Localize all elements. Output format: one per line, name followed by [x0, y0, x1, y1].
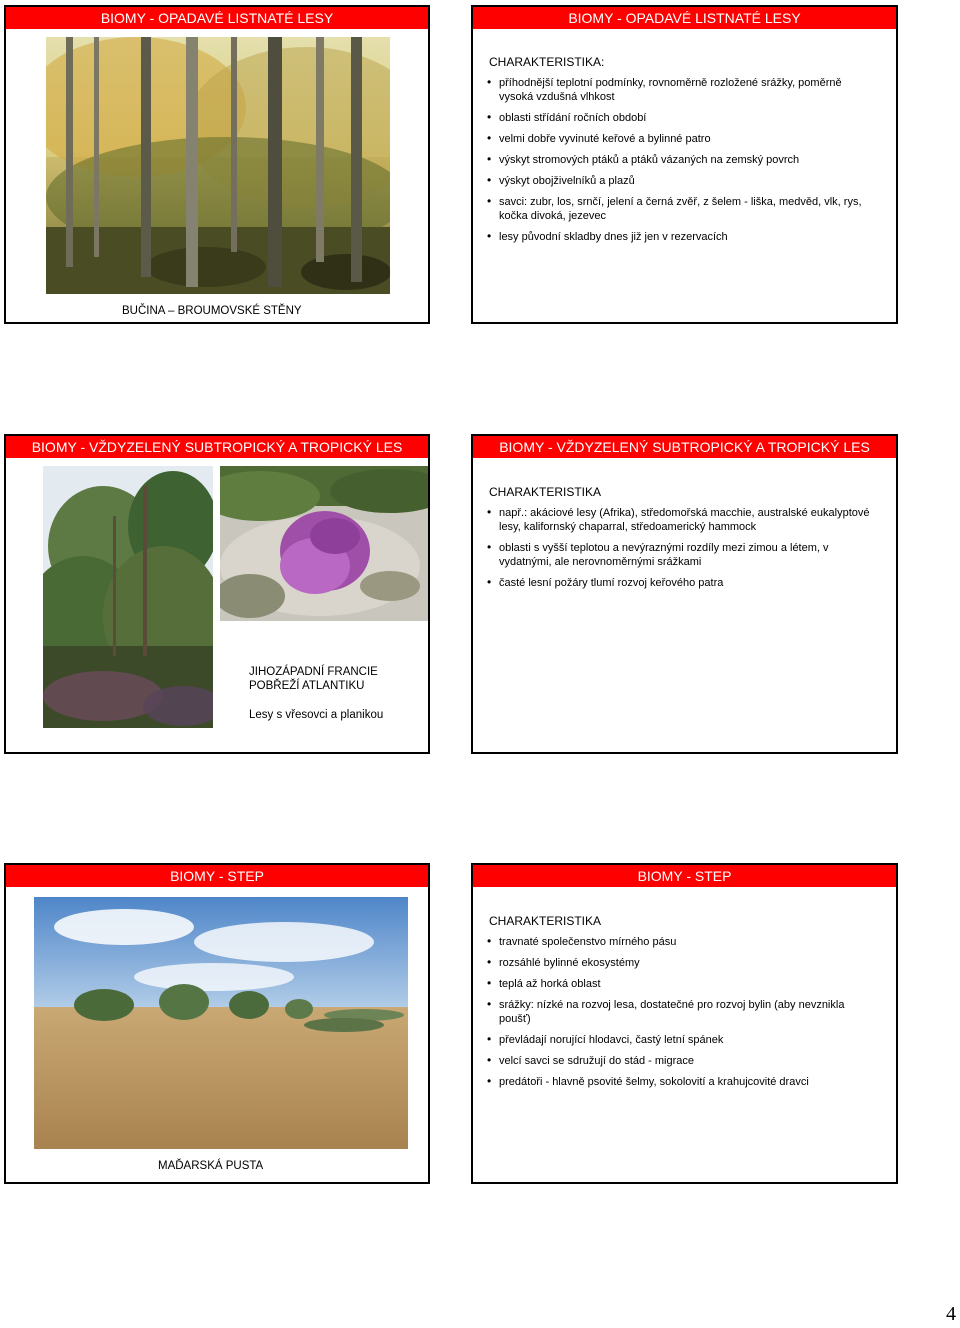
- slide-title: BIOMY - OPADAVÉ LISTNATÉ LESY: [6, 7, 428, 29]
- slide-3: [4, 434, 430, 754]
- characteristics-list: [487, 935, 876, 1096]
- characteristics-heading: CHARAKTERISTIKA:: [489, 55, 605, 69]
- characteristics-list: [487, 76, 876, 251]
- photo-caption-line-3: Lesy s vřesovci a planikou: [249, 709, 384, 721]
- list-item: • teplá až horká oblast: [487, 977, 876, 991]
- slide-title: BIOMY - VŽDYZELENÝ SUBTROPICKÝ A TROPICKÝ LES: [473, 436, 896, 458]
- list-item: • výskyt stromových ptáků a ptáků vázaných na zemský povrch: [487, 153, 876, 167]
- list-item: • časté lesní požáry tlumí rozvoj keřového patra: [487, 576, 876, 590]
- list-item: • velcí savci se sdružují do stád - migrace: [487, 1054, 876, 1068]
- steppe-photo: [34, 897, 408, 1149]
- list-item: • velmi dobře vyvinuté keřové a bylinné patro: [487, 132, 876, 146]
- list-item: • travnaté společenstvo mírného pásu: [487, 935, 876, 949]
- list-item: • rozsáhlé bylinné ekosystémy: [487, 956, 876, 970]
- photo-caption: MAĎARSKÁ PUSTA: [158, 1160, 264, 1172]
- page-number: 4: [946, 1303, 956, 1325]
- slide-title: BIOMY - STEP: [473, 865, 896, 887]
- photo-caption: BUČINA – BROUMOVSKÉ STĚNY: [122, 305, 302, 317]
- slide-4: [471, 434, 898, 754]
- list-item: • srážky: nízké na rozvoj lesa, dostatečné pro rozvoj bylin (aby nevznikla poušť): [487, 998, 876, 1026]
- list-item: • predátoři - hlavně psovité šelmy, sokolovití a krahujcovité dravci: [487, 1075, 876, 1089]
- forest-shrubs-photo: [43, 466, 213, 728]
- list-item: • výskyt obojživelníků a plazů: [487, 174, 876, 188]
- slide-2: [471, 5, 898, 324]
- characteristics-list: [487, 506, 876, 597]
- photo-caption-line-1: JIHOZÁPADNÍ FRANCIE: [249, 666, 378, 678]
- list-item: • oblasti s vyšší teplotou a nevýraznými rozdíly mezi zimou a létem, v vydatnými, ale nerovnoměrnými srážkami: [487, 541, 876, 569]
- slide-title: BIOMY - STEP: [6, 865, 428, 887]
- list-item: • lesy původní skladby dnes již jen v rezervacích: [487, 230, 876, 244]
- heather-bush-photo: [220, 466, 428, 621]
- list-item: • příhodnější teplotní podmínky, rovnoměrně rozložené srážky, poměrně vysoká vzdušná vlhkost: [487, 76, 876, 104]
- slide-5: [4, 863, 430, 1184]
- characteristics-heading: CHARAKTERISTIKA: [489, 485, 602, 499]
- slide-title: BIOMY - OPADAVÉ LISTNATÉ LESY: [473, 7, 896, 29]
- slide-6: [471, 863, 898, 1184]
- characteristics-heading: CHARAKTERISTIKA: [489, 914, 602, 928]
- photo-caption-line-2: POBŘEŽÍ ATLANTIKU: [249, 680, 365, 692]
- list-item: • oblasti střídání ročních období: [487, 111, 876, 125]
- beech-forest-photo: [46, 37, 390, 294]
- list-item: • savci: zubr, los, srnčí, jelení a černá zvěř, z šelem - liška, medvěd, vlk, rys, kočka divoká, jezevec: [487, 195, 876, 223]
- list-item: • např.: akáciové lesy (Afrika), středomořská macchie, australské eukalyptové lesy, kalifornský chaparral, středoamerický hammock: [487, 506, 876, 534]
- slide-1: [4, 5, 430, 324]
- slide-title: BIOMY - VŽDYZELENÝ SUBTROPICKÝ A TROPICKÝ LES: [6, 436, 428, 458]
- list-item: • převládají norující hlodavci, častý letní spánek: [487, 1033, 876, 1047]
